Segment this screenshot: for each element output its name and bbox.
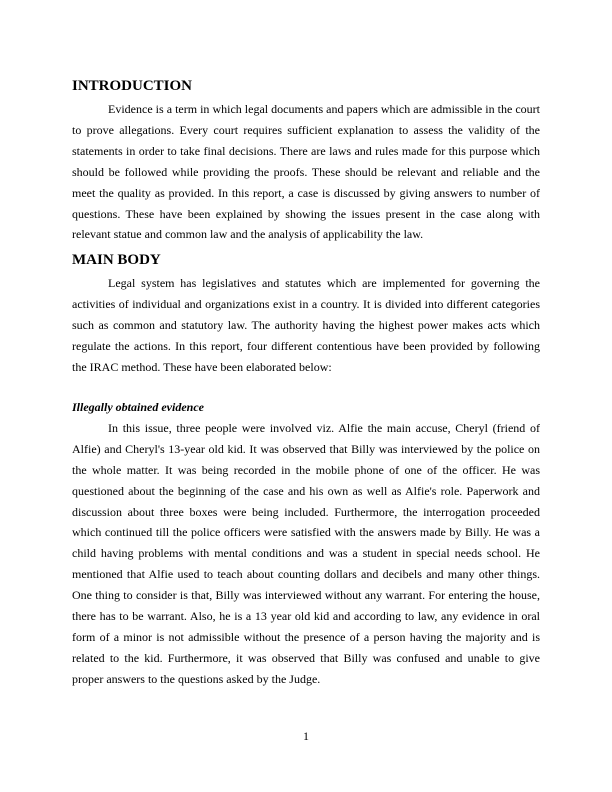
main-body-heading: MAIN BODY (72, 252, 161, 269)
illegally-obtained-evidence-heading: Illegally obtained evidence (72, 399, 204, 414)
main-body-paragraph: Legal system has legislatives and statutes which are implemented for governing the activities of individual and organizations exist in a country. It is divided into different categories such as common and statutory law. The authority having the highest power makes acts which regulate the actions. In this report, four different contentious have been provided by following the IRAC method. These have been elaborated below: (72, 276, 540, 374)
page-number: 1 (303, 729, 309, 743)
main-body-section (72, 251, 540, 378)
illegally-obtained-evidence-paragraph: In this issue, three people were involved viz. Alfie the main accuse, Cheryl (friend of Alfie) and Cheryl's 13-year old kid. It was observed that Billy was interviewed by the police on the whole matter. It was being recorded in the mobile phone of one of the officer. He was questioned about the beginning of the case and his own as well as Alfie's role. Paperwork and discussion about three boxes were being included. Furthermore, the interrogation proceeded which continued till the police officers were satisfied with the answers made by Billy. He was a child having problems with mental conditions and was a student in special needs school. He mentioned that Alfie used to teach about counting dollars and decibels and many other things. One thing to consider is that, Billy was interviewed without any warrant. For entering the house, there has to be warrant. Also, he is a 13 year old kid and according to law, any evidence in oral form of a minor is not admissible without the presence of a person having the majority and is related to the kid. Furthermore, it was observed that Billy was confused and unable to give proper answers to the questions asked by the Judge. (72, 420, 540, 686)
introduction-paragraph: Evidence is a term in which legal documents and papers which are admissible in the court to prove allegations. Every court requires sufficient explanation to assess the validity of the statements in order to take final decisions. There are laws and rules made for this purpose which should be followed while providing the proofs. These should be relevant and reliable and the meet the quality as provided. In this report, a case is discussed by giving answers to number of questions. These have been explained by showing the issues present in the case along with relevant statue and common law and the analysis of applicability the law. (72, 102, 540, 242)
document-page (72, 77, 540, 690)
introduction-section (72, 77, 540, 245)
introduction-heading: INTRODUCTION (72, 78, 193, 94)
illegally-obtained-evidence-section (72, 398, 540, 690)
